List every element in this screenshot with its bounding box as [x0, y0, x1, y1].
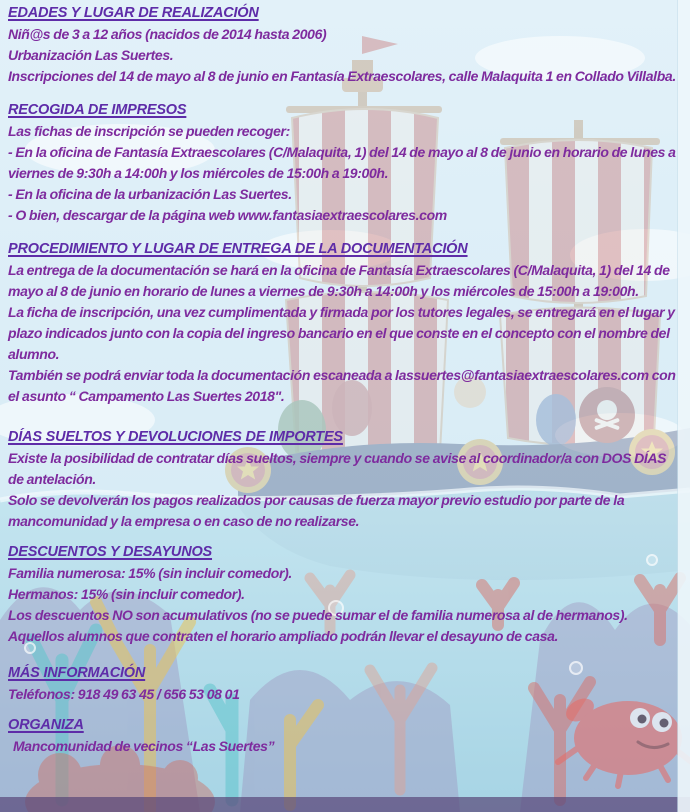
- paragraph: Urbanización Las Suertes.: [8, 47, 174, 63]
- paragraph: Hermanos: 15% (sin incluir comedor).: [8, 586, 245, 602]
- paragraph: Familia numerosa: 15% (sin incluir comedor).: [8, 565, 292, 581]
- section-heading: ORGANIZA: [8, 717, 84, 733]
- paragraph: La ficha de inscripción, una vez cumplimentada y firmada por los tutores legales, se entregará en el lugar y plazo indicados junto con la copia del ingreso bancario en el que conste en el concepto con el nombre del alumno.: [8, 304, 675, 362]
- paragraph: Solo se devolverán los pagos realizados por causas de fuerza mayor previo estudio por parte de la mancomunidad y la empresa o en caso de no realizarse.: [8, 492, 625, 529]
- section-edades-y-lugar-de-realizacion: [8, 3, 678, 87]
- section-procedimiento-entrega-documentacion: [8, 239, 678, 407]
- paragraph: - En la oficina de la urbanización Las Suertes.: [8, 186, 292, 202]
- section-dias-sueltos-y-devoluciones: [8, 427, 678, 532]
- section-heading: RECOGIDA DE IMPRESOS: [8, 102, 187, 118]
- section-descuentos-y-desayunos: [8, 542, 678, 647]
- section-mas-informacion: [8, 663, 678, 705]
- section-heading: EDADES Y LUGAR DE REALIZACIÓN: [8, 5, 259, 21]
- section-heading: DÍAS SUELTOS Y DEVOLUCIONES DE IMPORTES: [8, 429, 343, 445]
- paragraph: - En la oficina de Fantasía Extraescolares (C/Malaquita, 1) del 14 de mayo al 8 de junio en horario de lunes a viernes de 9:30h a 14:00h y los miércoles de 15:00h a 19:00h.: [8, 144, 676, 181]
- section-heading: MÁS INFORMACIÓN: [8, 665, 146, 681]
- paragraph: Existe la posibilidad de contratar días sueltos, siempre y cuando se avise al coordinador/a con DOS DÍAS de antelación.: [8, 450, 667, 487]
- paragraph: La entrega de la documentación se hará en la oficina de Fantasía Extraescolares (C/Malaquita, 1) del 14 de mayo al 8 de junio en horario de lunes a viernes de 9:30h a 14:00h y los miércoles de 15:00h a 19:00h.: [8, 262, 670, 299]
- paragraph: Mancomunidad de vecinos “Las Suertes”: [13, 738, 275, 754]
- paragraph: Teléfonos: 918 49 63 45 / 656 53 08 01: [8, 686, 240, 702]
- paragraph: Los descuentos NO son acumulativos (no se puede sumar el de familia numerosa al de hermanos).: [8, 607, 628, 623]
- paragraph: Aquellos alumnos que contraten el horario ampliado podrán llevar el desayuno de casa.: [8, 628, 559, 644]
- section-organiza: [8, 715, 678, 757]
- section-recogida-de-impresos: [8, 100, 678, 226]
- paragraph: - O bien, descargar de la página web www.fantasiaextraescolares.com: [8, 207, 447, 223]
- section-heading: DESCUENTOS Y DESAYUNOS: [8, 544, 213, 560]
- paragraph: Las fichas de inscripción se pueden recoger:: [8, 123, 290, 139]
- paragraph: Niñ@s de 3 a 12 años (nacidos de 2014 hasta 2006): [8, 26, 327, 42]
- paragraph: Inscripciones del 14 de mayo al 8 de junio en Fantasía Extraescolares, calle Malaquita 1 en Collado Villalba.: [8, 68, 676, 84]
- section-heading: PROCEDIMIENTO Y LUGAR DE ENTREGA DE LA DOCUMENTACIÓN: [8, 241, 468, 257]
- paragraph: También se podrá enviar toda la documentación escaneada a lassuertes@fantasiaextraescolares.com con el asunto “ Campamento Las Suertes 2018".: [8, 367, 676, 404]
